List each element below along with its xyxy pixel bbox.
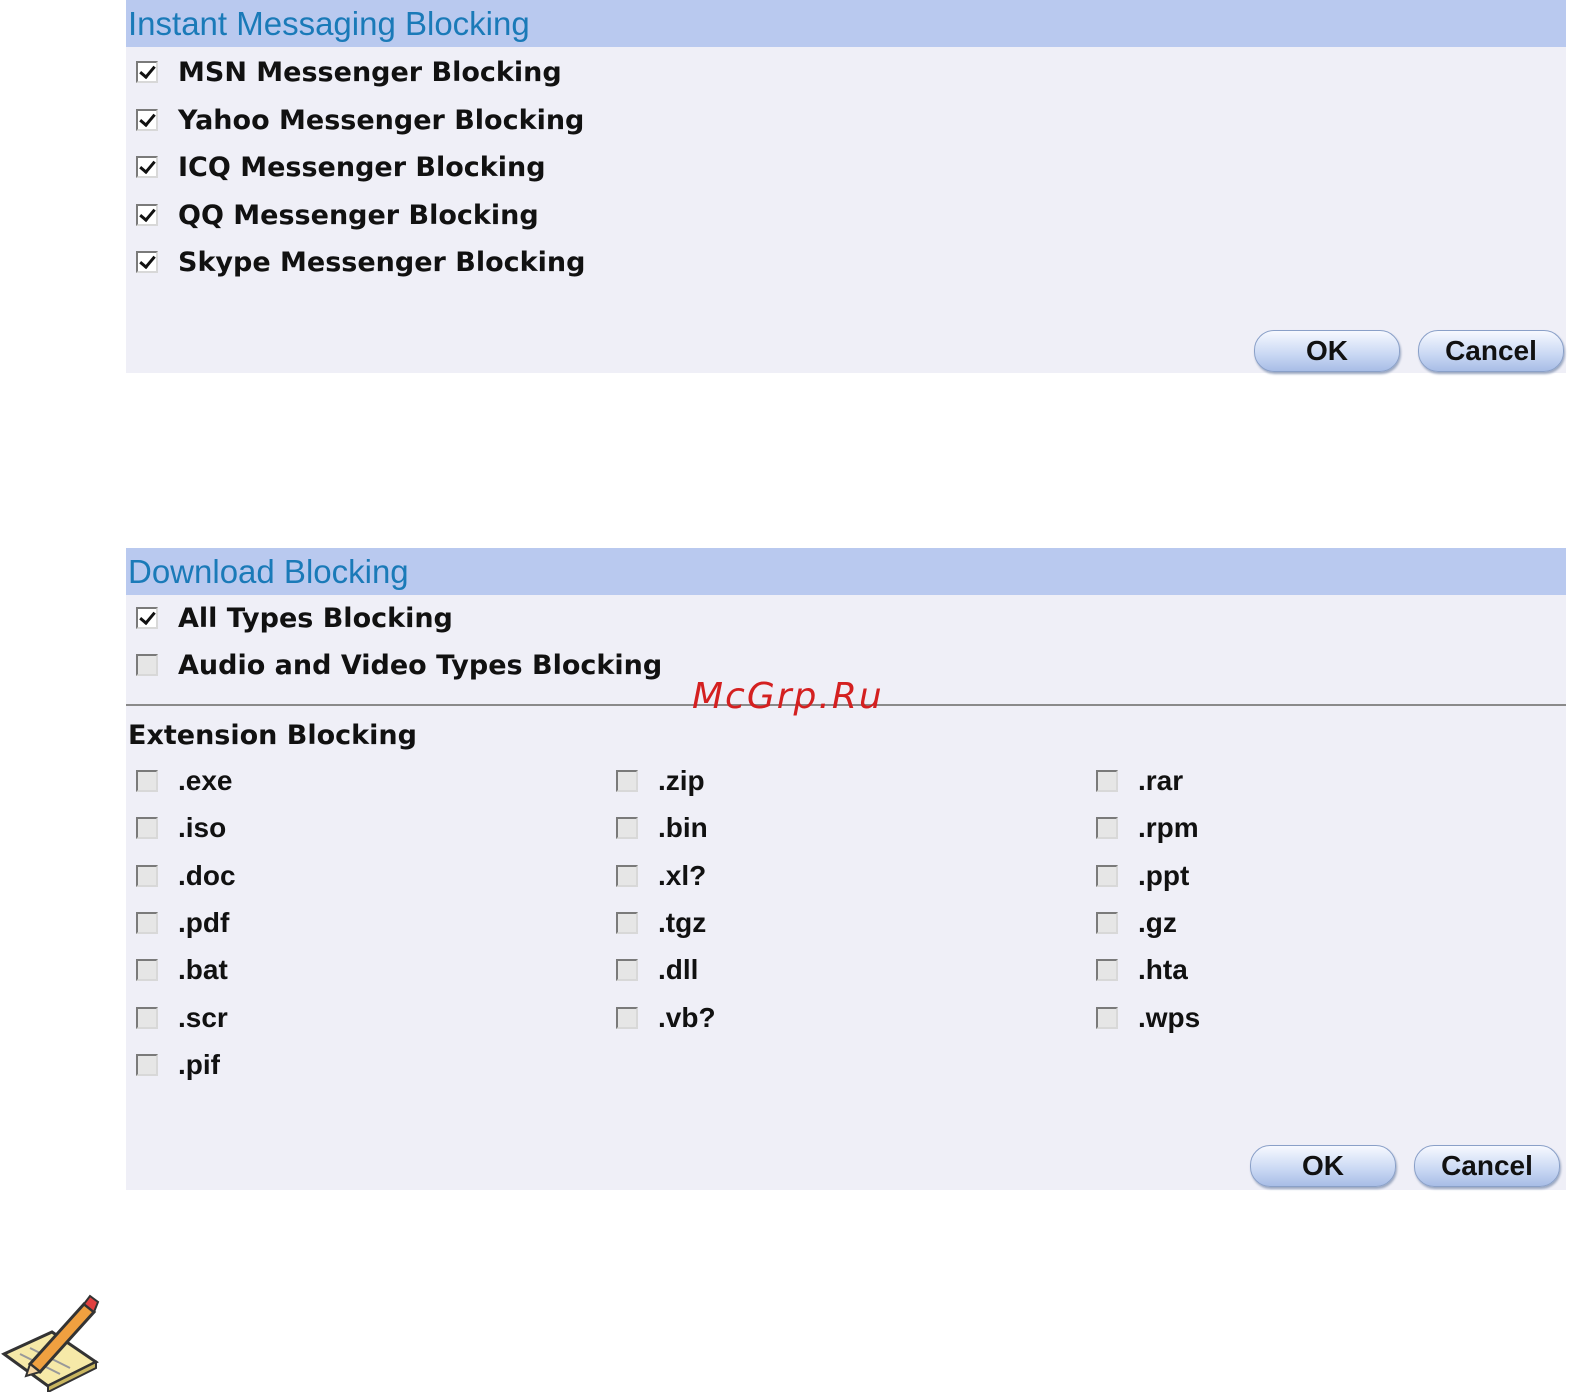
qq-blocking-row[interactable] [136,195,539,235]
icq-blocking-checkbox[interactable] [136,156,158,178]
ext-rar-label[interactable]: .rar [1138,765,1184,796]
qq-blocking-checkbox[interactable] [136,204,158,226]
ext-doc-checkbox[interactable] [136,865,158,887]
ext-hta-row[interactable] [1096,950,1188,990]
ext-gz-checkbox[interactable] [1096,912,1118,934]
yahoo-blocking-checkbox[interactable] [136,109,158,131]
im-ok-button[interactable]: OK [1254,330,1400,372]
ext-vb-label[interactable]: .vb? [658,1002,716,1033]
ext-pif-checkbox[interactable] [136,1054,158,1076]
ext-xl-checkbox[interactable] [616,865,638,887]
skype-blocking-label[interactable]: Skype Messenger Blocking [178,246,586,278]
ext-tgz-row[interactable] [616,903,706,943]
icq-blocking-row[interactable] [136,147,546,187]
ext-exe-row[interactable] [136,761,233,801]
ext-pif-row[interactable] [136,1045,220,1085]
ext-hta-checkbox[interactable] [1096,959,1118,981]
icq-blocking-label[interactable]: ICQ Messenger Blocking [178,151,546,183]
download-ok-button[interactable]: OK [1250,1145,1396,1187]
msn-blocking-label[interactable]: MSN Messenger Blocking [178,56,562,88]
ext-ppt-row[interactable] [1096,856,1189,896]
im-blocking-panel [126,0,1566,373]
msn-blocking-row[interactable] [136,52,562,92]
ext-bat-row[interactable] [136,950,228,990]
ext-scr-row[interactable] [136,998,228,1038]
audio-video-row[interactable] [136,645,662,685]
ext-rar-checkbox[interactable] [1096,770,1118,792]
im-cancel-button[interactable]: Cancel [1418,330,1564,372]
ext-exe-label[interactable]: .exe [178,765,233,796]
ext-scr-label[interactable]: .scr [178,1002,228,1033]
ext-doc-label[interactable]: .doc [178,860,236,891]
msn-blocking-checkbox[interactable] [136,61,158,83]
ext-xl-label[interactable]: .xl? [658,860,707,891]
ext-vb-row[interactable] [616,998,716,1038]
ext-rar-row[interactable] [1096,761,1183,801]
ext-tgz-label[interactable]: .tgz [658,907,707,938]
ext-iso-checkbox[interactable] [136,817,158,839]
ext-doc-row[interactable] [136,856,236,896]
ext-scr-checkbox[interactable] [136,1007,158,1029]
ext-pdf-row[interactable] [136,903,229,943]
im-blocking-title: Instant Messaging Blocking [126,0,1566,47]
ext-rpm-label[interactable]: .rpm [1138,812,1199,843]
ext-xl-row[interactable] [616,856,706,896]
download-cancel-button[interactable]: Cancel [1414,1145,1560,1187]
ext-bin-row[interactable] [616,808,708,848]
ext-dll-row[interactable] [616,950,698,990]
qq-blocking-label[interactable]: QQ Messenger Blocking [178,199,539,231]
ext-wps-label[interactable]: .wps [1138,1002,1201,1033]
ext-bat-label[interactable]: .bat [178,954,228,985]
audio-video-checkbox[interactable] [136,654,158,676]
ext-bat-checkbox[interactable] [136,959,158,981]
ext-iso-label[interactable]: .iso [178,812,227,843]
ext-exe-checkbox[interactable] [136,770,158,792]
note-pencil-icon [0,1292,100,1392]
skype-blocking-row[interactable] [136,242,585,282]
audio-video-label[interactable]: Audio and Video Types Blocking [178,649,663,681]
watermark: McGrp.Ru [692,676,884,717]
ext-pif-label[interactable]: .pif [178,1049,220,1080]
download-blocking-title: Download Blocking [126,548,1566,595]
ext-dll-label[interactable]: .dll [658,954,699,985]
ext-pdf-label[interactable]: .pdf [178,907,230,938]
ext-wps-row[interactable] [1096,998,1200,1038]
all-types-label[interactable]: All Types Blocking [178,602,453,634]
all-types-checkbox[interactable] [136,607,158,629]
skype-blocking-checkbox[interactable] [136,251,158,273]
ext-gz-label[interactable]: .gz [1138,907,1177,938]
ext-rpm-checkbox[interactable] [1096,817,1118,839]
ext-rpm-row[interactable] [1096,808,1199,848]
ext-zip-row[interactable] [616,761,705,801]
ext-ppt-label[interactable]: .ppt [1138,860,1190,891]
all-types-row[interactable] [136,598,453,638]
ext-bin-label[interactable]: .bin [658,812,708,843]
ext-ppt-checkbox[interactable] [1096,865,1118,887]
ext-zip-label[interactable]: .zip [658,765,705,796]
ext-iso-row[interactable] [136,808,226,848]
ext-tgz-checkbox[interactable] [616,912,638,934]
ext-hta-label[interactable]: .hta [1138,954,1188,985]
yahoo-blocking-row[interactable] [136,100,584,140]
ext-gz-row[interactable] [1096,903,1177,943]
ext-wps-checkbox[interactable] [1096,1007,1118,1029]
ext-pdf-checkbox[interactable] [136,912,158,934]
ext-bin-checkbox[interactable] [616,817,638,839]
extension-blocking-heading: Extension Blocking [128,720,417,751]
download-blocking-panel [126,548,1566,1190]
ext-vb-checkbox[interactable] [616,1007,638,1029]
ext-dll-checkbox[interactable] [616,959,638,981]
ext-zip-checkbox[interactable] [616,770,638,792]
yahoo-blocking-label[interactable]: Yahoo Messenger Blocking [178,104,585,136]
